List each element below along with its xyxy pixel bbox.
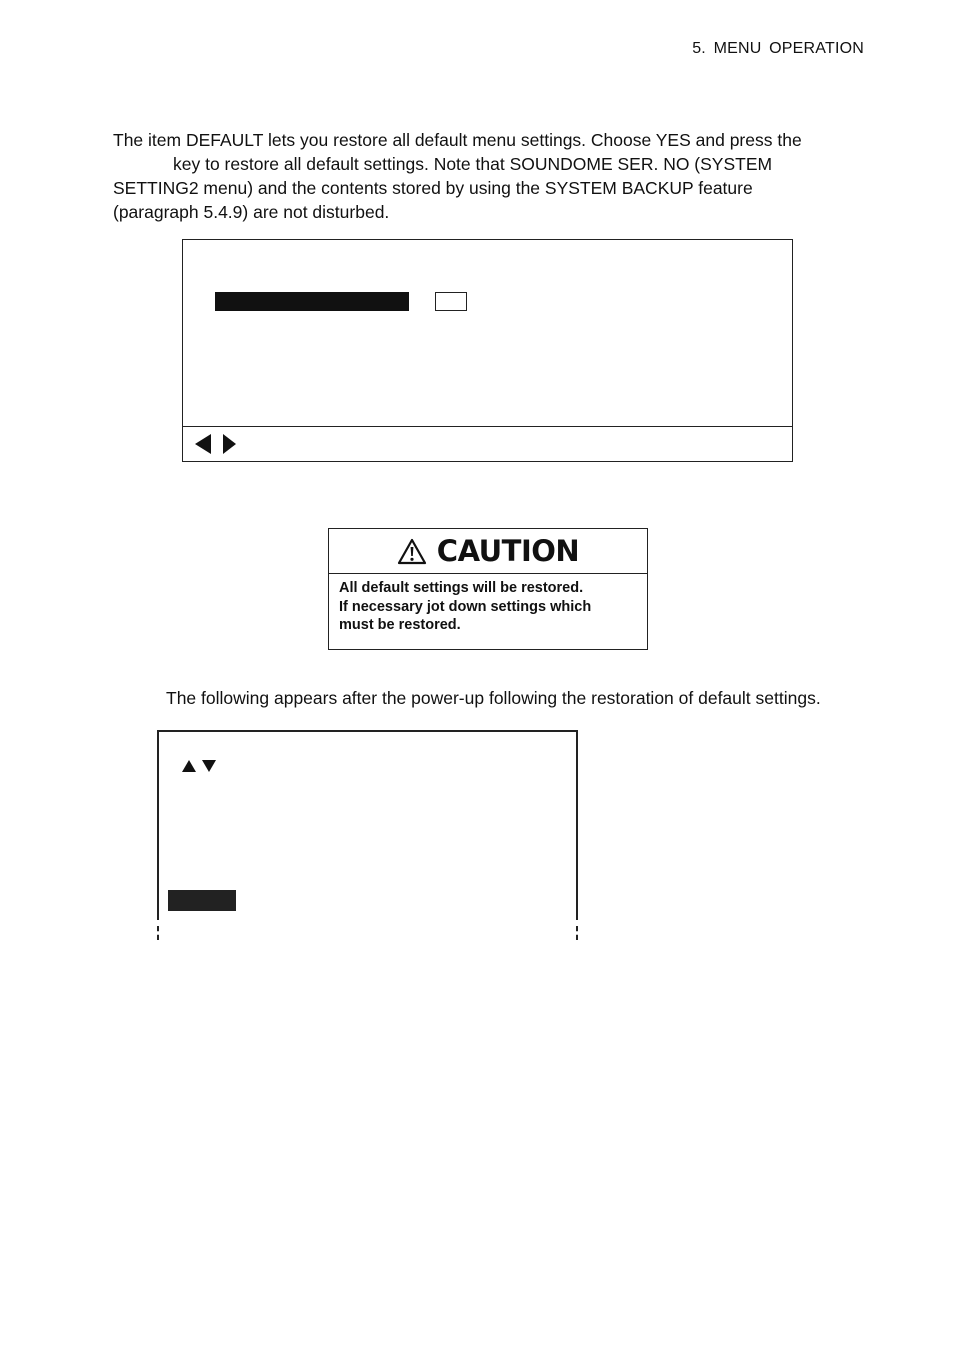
section-header: 5. MENU OPERATION <box>692 40 864 57</box>
default-value-box[interactable] <box>435 292 467 311</box>
arrow-up-icon <box>182 760 196 772</box>
intro-line-2-text: key to restore all default settings. Note that SOUNDOME SER. NO (SYSTEM <box>173 154 773 174</box>
default-item-highlight[interactable] <box>215 292 409 311</box>
intro-line-4: (paragraph 5.4.9) are not disturbed. <box>113 202 390 222</box>
caution-line-1: All default settings will be restored. <box>339 580 584 596</box>
default-menu-screen <box>182 239 793 462</box>
intro-line-3: SETTING2 menu) and the contents stored by using the SYSTEM BACKUP feature <box>113 178 753 198</box>
arrow-left-icon <box>195 434 211 454</box>
arrow-down-icon <box>202 760 216 772</box>
warning-triangle-icon <box>397 538 427 565</box>
caution-message <box>339 579 639 635</box>
screen-border-top <box>157 730 578 732</box>
intro-line-1: The item DEFAULT lets you restore all default menu settings. Choose YES and press the <box>113 130 802 150</box>
caution-title: CAUTION <box>436 534 580 568</box>
caution-line-3: must be restored. <box>339 617 461 633</box>
intro-line-2 <box>113 152 853 176</box>
caution-header <box>329 529 647 574</box>
screen-border-left <box>157 730 159 920</box>
startup-screen <box>157 730 578 940</box>
selected-item-highlight[interactable] <box>168 890 236 911</box>
intro-paragraph <box>113 128 853 224</box>
caution-line-2: If necessary jot down settings which <box>339 598 592 615</box>
after-restore-text: The following appears after the power-up following the restoration of default settings. <box>166 688 821 708</box>
arrow-right-icon <box>223 434 236 454</box>
screen-border-cut-right <box>576 926 578 940</box>
screen-border-right <box>576 730 578 920</box>
screen-border-cut-left <box>157 926 159 940</box>
caution-box <box>328 528 648 650</box>
menu-guide-bar <box>183 426 792 461</box>
